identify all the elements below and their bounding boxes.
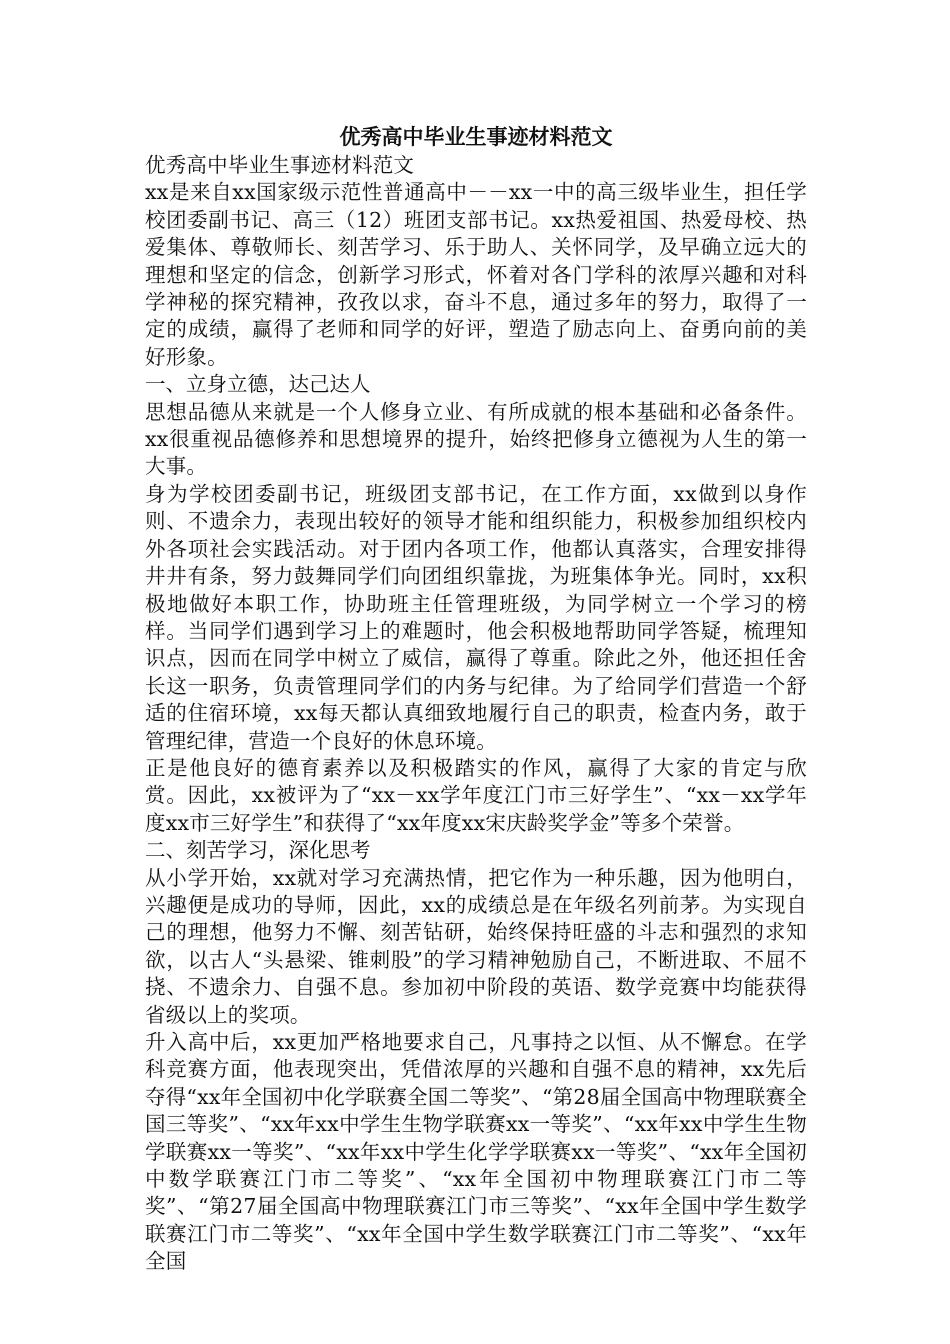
section-1-heading: 一、立身立德，达己达人 (145, 372, 371, 397)
section-1-paragraph-3: 正是他良好的德育素养以及积极踏实的作风，赢得了大家的肯定与欣赏。因此，xx被评为了“xx－xx学年度江门市三好学生”、“xx－xx学年度xx市三好学生”和获得了“xx年度xx宋庆龄奖学金”等多个荣誉。 (145, 755, 807, 835)
section-1-paragraph-2: 身为学校团委副书记，班级团支部书记，在工作方面，xx做到以身作则、不遗余力，表现出较好的领导才能和组织能力，积极参加组织校内外各项社会实践活动。对于团内各项工作，他都认真落实，合理安排得井井有条，努力鼓舞同学们向团组织靠拢，为班集体争光。同时，xx积极地做好本职工作，协助班主任管理班级，为同学树立一个学习的榜样。当同学们遇到学习上的难题时，他会积极地帮助同学答疑，梳理知识点，因而在同学中树立了威信，赢得了尊重。除此之外，他还担任舍长这一职务，负责管理同学们的内务与纪律。为了给同学们营造一个舒适的住宿环境，xx每天都认真细致地履行自己的职责，检查内务，敢于管理纪律，营造一个良好的休息环境。 (145, 481, 807, 753)
document-page (145, 122, 807, 1276)
section-1-paragraph-1: 思想品德从来就是一个人修身立业、有所成就的根本基础和必备条件。xx很重视品德修养和思想境界的提升，始终把修身立德视为人生的第一大事。 (145, 399, 807, 479)
document-subtitle: 优秀高中毕业生事迹材料范文 (145, 153, 415, 177)
intro-paragraph: xx是来自xx国家级示范性普通高中－－xx一中的高三级毕业生，担任学校团委副书记、高三（12）班团支部书记。xx热爱祖国、热爱母校、热爱集体、尊敬师长、刻苦学习、乐于助人、关怀同学，及早确立远大的理想和坚定的信念，创新学习形式，怀着对各门学科的浓厚兴趣和对科学神秘的探究精神，孜孜以求，奋斗不息，通过多年的努力，取得了一定的成绩，赢得了老师和同学的好评，塑造了励志向上、奋勇向前的美好形象。 (145, 180, 807, 369)
section-2-heading: 二、刻苦学习，深化思考 (145, 838, 371, 863)
section-2-paragraph-2: 升入高中后，xx更加严格地要求自己，凡事持之以恒、从不懈怠。在学科竞赛方面，他表现突出，凭借浓厚的兴趣和自强不息的精神，xx先后夺得“xx年全国初中化学联赛全国二等奖”、“第28届全国高中物理联赛全国三等奖”、“xx年xx中学生生物学联赛xx一等奖”、“xx年xx中学生生物学联赛xx一等奖”、“xx年xx中学生化学学联赛xx一等奖”、“xx年全国初中数学联赛江门市二等奖”、“xx年全国初中物理联赛江门市二等奖”、“第27届全国高中物理联赛江门市三等奖”、“xx年全国中学生数学联赛江门市二等奖”、“xx年全国中学生数学联赛江门市二等奖”、“xx年全国 (145, 1030, 807, 1274)
document-title: 优秀高中毕业生事迹材料范文 (339, 124, 613, 149)
section-2-paragraph-1: 从小学开始，xx就对学习充满热情，把它作为一种乐趣，因为他明白，兴趣便是成功的导师，因此，xx的成绩总是在年级名列前茅。为实现自己的理想，他努力不懈、刻苦钻研，始终保持旺盛的斗志和强烈的求知欲，以古人“头悬梁、锥刺股”的学习精神勉励自己，不断进取、不屈不挠、不遗余力、自强不息。参加初中阶段的英语、数学竞赛中均能获得省级以上的奖项。 (145, 865, 807, 1027)
